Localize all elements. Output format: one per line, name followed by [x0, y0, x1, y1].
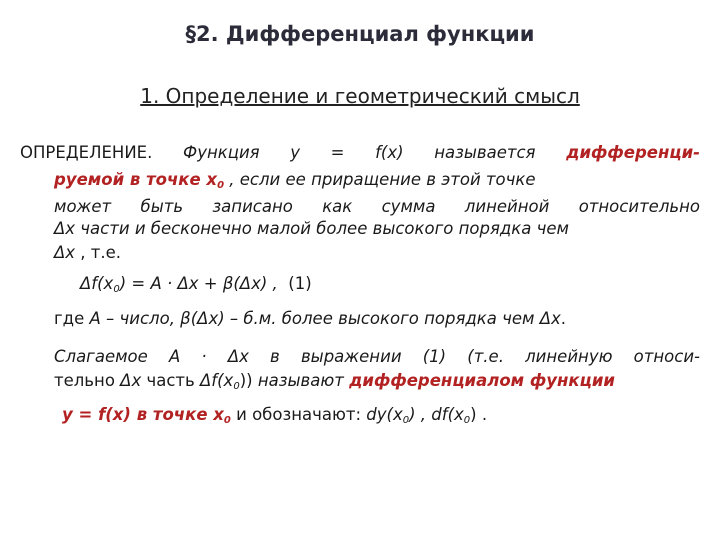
delta-x-1: Δx	[54, 219, 76, 238]
summand-text-2a: тельно	[54, 371, 121, 390]
term-differential: дифференциалом функции	[349, 371, 615, 390]
notation-dy: $dy(x_0$	[366, 405, 410, 426]
definition-text-4: части и бесконечно малой более высокого порядка чем	[75, 219, 569, 238]
definition-text-5: , т.е.	[75, 243, 122, 262]
function-equation: y = f(x)	[290, 143, 404, 162]
where-line	[54, 308, 566, 330]
summand-line-1	[54, 346, 700, 368]
summand-text-2b: часть	[141, 371, 200, 390]
page-title: §2. Дифференциал функции	[185, 22, 535, 46]
definition-line-1	[20, 142, 700, 164]
formula-number: (1)	[288, 274, 312, 293]
definition-text-2: , если ее приращение в этой точке	[224, 170, 536, 189]
term-differentiable: дифференци-	[566, 143, 700, 162]
summand-line-2	[54, 370, 615, 398]
formula-rhs: ) = A · Δx + β(Δx) ,	[119, 274, 278, 293]
formula-lhs: $\Delta f(x_0$	[80, 274, 120, 295]
called-word: называется	[434, 143, 536, 162]
summand-text-1: Слагаемое A · Δx в выражении (1) (т.е. линейную относи-	[54, 347, 700, 366]
delta-x-2: Δx	[54, 243, 76, 262]
delta-x-3: Δx	[120, 371, 142, 390]
where-text: A – число, β(Δx) – б.м. более высокого порядка чем Δx	[89, 309, 561, 328]
term-differentiable-cont: руемой в точке x0	[54, 170, 225, 191]
summand-line-3	[62, 404, 487, 432]
where-lead: где	[54, 309, 90, 328]
definition-line-2	[54, 169, 700, 197]
definition-line-4	[54, 218, 700, 240]
definition-text-3: может быть записано как сумма линейной относительно	[54, 197, 700, 216]
definition-line-5	[54, 242, 121, 264]
notation-end: ) .	[470, 405, 488, 424]
summand-text-2c: ))	[239, 371, 258, 390]
definition-label: ОПРЕДЕЛЕНИЕ.	[20, 143, 153, 162]
term-differential-cont: y = f(x) в точке x0	[62, 405, 231, 426]
where-dot: .	[560, 309, 566, 328]
section-subtitle: 1. Определение и геометрический смысл	[140, 84, 580, 108]
notation-df: ) , $df(x_0$	[409, 405, 471, 426]
called-word-2: называют	[257, 371, 350, 390]
definition-function-word: Функция	[182, 143, 260, 162]
delta-f-x0: $\Delta f(x_0$	[200, 371, 240, 392]
definition-line-3	[54, 196, 700, 218]
formula-1	[80, 273, 312, 301]
summand-text-3: и обозначают:	[230, 405, 367, 424]
